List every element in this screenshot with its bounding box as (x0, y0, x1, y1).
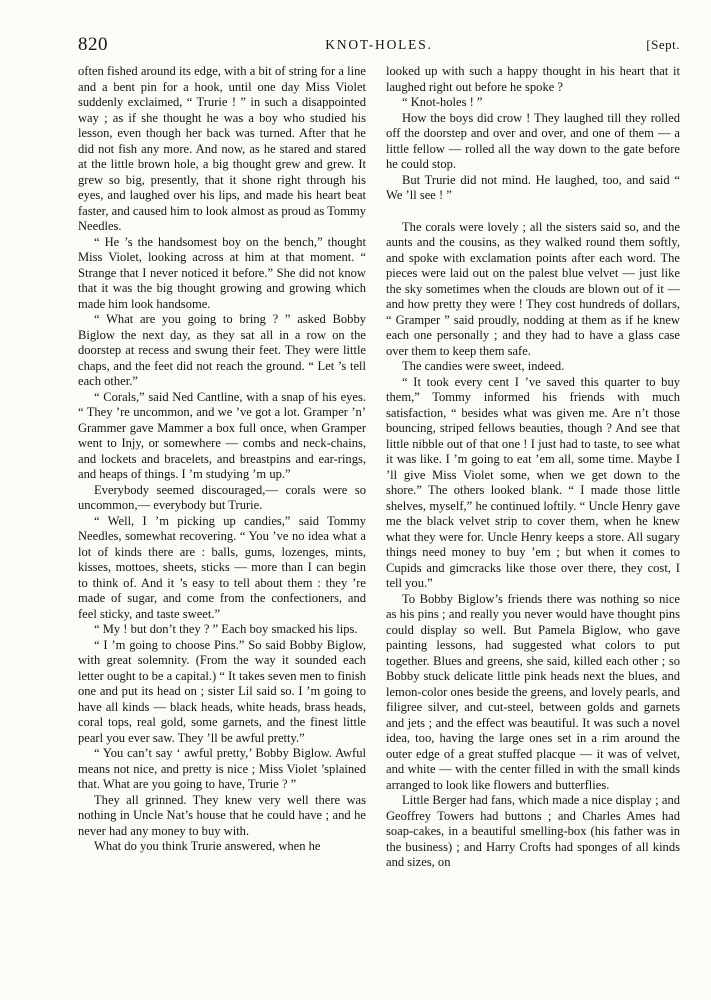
paragraph: “ It took every cent I ’ve saved this quarter to buy them,” Tommy informed his friends with much satisfaction, “ besides what was given me. Are n’t those bouncing, striped fellows beauties, though ? And see that little nibble out of that one ! I just had to taste, to see what it was like. I ’m going to eat ’em all, some time. Maybe I ’ll give Miss Violet some, when we get down to the shore.” The others looked blank. “ I made those little shelves, myself,” he continued loftily. “ Uncle Henry gave me the black velvet strip to cover them, when he knew what they were for. Uncle Henry keeps a store. All sugary things need money to buy ’em ; but when it comes to Cupids and gimcracks like those over there, they cost, I tell you.” (386, 374, 680, 590)
paragraph: “ He ’s the handsomest boy on the bench,” thought Miss Violet, looking across at him at that moment. “ Strange that I never noticed it before.” She did not know that it was the big thought growing and growing which made him look handsome. (78, 234, 366, 311)
right-column (386, 64, 680, 990)
paragraph: “ You can’t say ‘ awful pretty,’ Bobby Biglow. Awful means not nice, and pretty is nice ; Miss Violet ’splained that. What are you going to have, Trurie ? ” (78, 746, 366, 791)
paragraph: looked up with such a happy thought in his heart that it laughed right out before he spoke ? (386, 64, 680, 94)
paragraph: Everybody seemed discouraged,— corals were so uncommon,— everybody but Trurie. (78, 482, 366, 512)
running-title: KNOT-HOLES. (325, 37, 433, 52)
paragraph: How the boys did crow ! They laughed till they rolled off the doorstep and over and over, and one of them — a little fellow — rolled all the way down to the gate before he could stop. (386, 110, 680, 171)
paragraph: They all grinned. They knew very well there was nothing in Uncle Nat’s house that he could have ; and he never had any money to buy with. (78, 792, 366, 838)
paragraph: “ Knot-holes ! ” (402, 95, 483, 109)
running-head (78, 34, 680, 58)
paragraph: “ Well, I ’m picking up candies,” said Tommy Needles, somewhat recovering. “ You ’ve no idea what a lot of kinds there are : balls, gums, lozenges, mints, kisses, mottoes, sheets, sticks — more than I can begin to think of. And it ’s easy to tell about them : they ’re made of sugar, and come from the confectioners, and feel sticky, and taste sweet.” (78, 513, 366, 621)
paragraph: Little Berger had fans, which made a nice display ; and Geoffrey Towers had buttons ; and Charles Ames had soap-cakes, in a beautiful smelling-box (his father was in the business) ; and Harry Crofts had sponges of all kinds and sizes, on (386, 793, 680, 869)
left-column (78, 64, 366, 990)
paragraph: But Trurie did not mind. He laughed, too, and said “ We ’ll see ! ” (386, 172, 680, 202)
paragraph: The candies were sweet, indeed. (402, 359, 565, 373)
page-number: 820 (78, 34, 108, 55)
paragraph: To Bobby Biglow’s friends there was nothing so nice as his pins ; and really you never would have thought pins could display so well. But Pamela Biglow, who gave painting lessons, had suggested what colors to put together. Blues and greens, she said, killed each other ; so Bobby stuck delicate little pink heads next the blues, and lemon-color ones beside the greens, and lovely pearls, and filigree silver, and cut-steel, between golds and garnets and jets ; and the effect was beautiful. It was such a novel idea, too, having the large ones set in a rim around the outer edge of a great stuffed placque — it was of velvet, and white — with the center filled in with the small kinds arranged to look like flowers and butterflies. (386, 591, 680, 792)
paragraph: “ I ’m going to choose Pins.” So said Bobby Biglow, with great solemnity. (From the way it sounded each letter ought to be a capital.) “ It takes seven men to finish one and put its head on ; sister Lil said so. I ’m going to have all kinds — black heads, white heads, brass heads, coral tops, real gold, some garnets, and the finest little pearl you ever saw. They ’ll be awful pretty.” (78, 637, 366, 745)
paragraph: often fished around its edge, with a bit of string for a line and a bent pin for a hook, until one day Miss Violet suddenly exclaimed, “ Trurie ! ” in such a disappointed way ; as if she thought he was a boy who studied his lesson, even though her back was turned. After that he did not fish any more. And now, as he stared and stared at the little brown hole, a big thought grew and grew. It grew so big, presently, that it shone right through his eyes, and laughed over his lips, and made his heart beat faster, and caused him to look almost as proud as Tommy Needles. (78, 64, 366, 233)
paragraph: The corals were lovely ; all the sisters said so, and the aunts and the cousins, as they walked round them softly, and spoke with exclamation points after each word. The pieces were laid out on the palest blue velvet — just like the sky sometimes when the clouds are blown out of it — and how pretty they were ! They cost hundreds of dollars, “ Gramper ” said proudly, nodding at them as if he knew each one personally ; and they had to have a glass case over them to keep them safe. (386, 219, 680, 358)
paragraph: “ Corals,” said Ned Cantline, with a snap of his eyes. “ They ’re uncommon, and we ’ve got a lot. Gramper ’n’ Grammer gave Mammer a box full once, when Gramper went to Injy, or somewhere — combs and neck-chains, and lockets and bracelets, and breastpins and ear-rings, and heaps of things. I ’m studying ’m up.” (78, 389, 366, 481)
paragraph: “ My ! but don’t they ? ” Each boy smacked his lips. (94, 622, 358, 636)
paragraph: What do you think Trurie answered, when he (94, 839, 321, 853)
issue-month: [Sept. (646, 37, 680, 52)
paragraph: “ What are you going to bring ? ” asked Bobby Biglow the next day, as they sat all in a row on the doorstep at recess and swung their feet. They were little chaps, and the feet did not reach the ground. “ Let ’s tell each other.” (78, 312, 366, 388)
